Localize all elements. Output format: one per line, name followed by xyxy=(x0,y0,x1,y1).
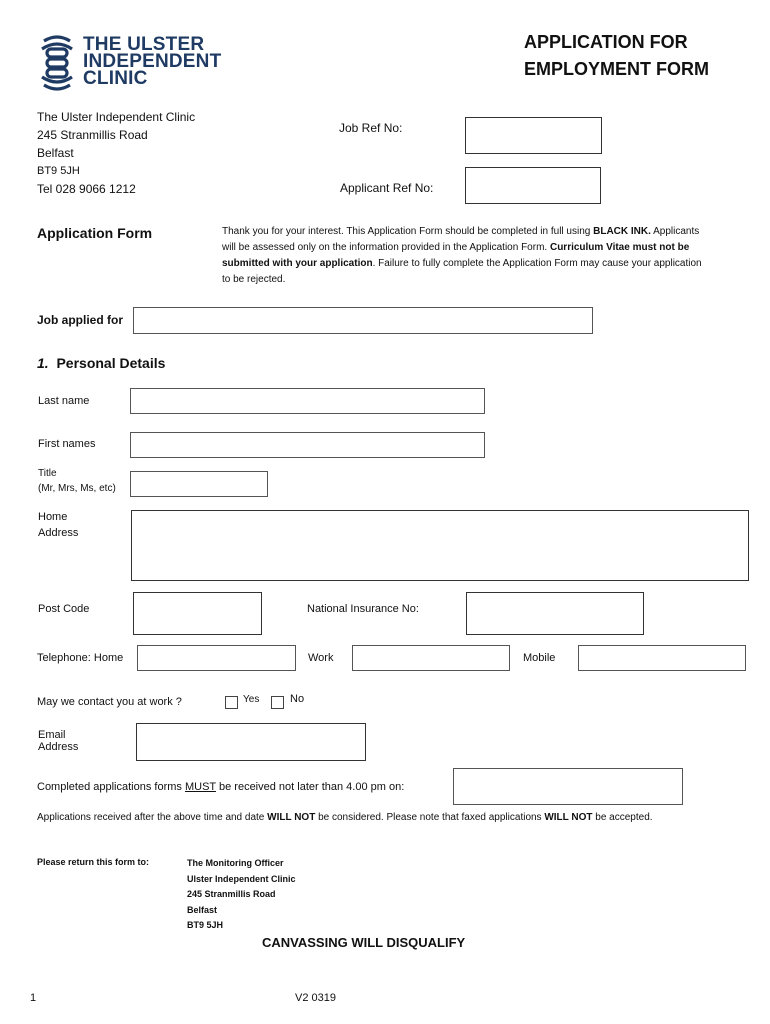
contact-at-work-question: May we contact you at work ? xyxy=(37,696,182,708)
home-address-input[interactable] xyxy=(131,510,749,581)
notice-will-not-1: WILL NOT xyxy=(267,812,316,823)
late-application-notice xyxy=(37,810,717,826)
last-name-label: Last name xyxy=(38,395,90,407)
job-applied-input[interactable] xyxy=(133,307,593,334)
clinic-logo-icon xyxy=(38,35,76,91)
page-number: 1 xyxy=(30,992,37,1004)
logo-line-2: INDEPENDENT xyxy=(83,51,222,72)
post-code-label: Post Code xyxy=(38,603,90,615)
address-telephone: Tel 028 9066 1212 xyxy=(37,182,136,196)
return-line-5: BT9 5JH xyxy=(187,920,224,930)
deadline-must: MUST xyxy=(184,781,216,793)
form-title-line-1: APPLICATION FOR xyxy=(524,32,688,52)
return-line-1: The Monitoring Officer xyxy=(187,858,284,868)
mobile-phone-label: Mobile xyxy=(523,652,556,664)
deadline-text xyxy=(37,781,404,793)
last-name-input[interactable] xyxy=(130,388,485,414)
address-line-4: BT9 5JH xyxy=(37,165,80,177)
first-names-input[interactable] xyxy=(130,432,485,458)
deadline-date-input[interactable] xyxy=(453,768,683,805)
intro-text-cv-warning: Curriculum Vitae must not be submitted with your application xyxy=(222,242,690,269)
return-line-3: 245 Stranmillis Road xyxy=(187,889,276,899)
section-1-heading xyxy=(37,355,165,371)
return-line-4: Belfast xyxy=(187,904,218,915)
job-ref-label: Job Ref No: xyxy=(339,121,403,135)
intro-text-black-ink: BLACK INK. xyxy=(593,226,651,237)
mobile-phone-input[interactable] xyxy=(578,645,746,671)
first-names-label: First names xyxy=(38,438,96,450)
address-line-2: 245 Stranmillis Road xyxy=(37,128,148,142)
logo-line-1: THE ULSTER xyxy=(83,34,205,55)
section-1-title: Personal Details xyxy=(56,355,166,371)
contact-work-no-label: No xyxy=(290,693,305,705)
telephone-home-label: Telephone: Home xyxy=(37,652,124,664)
intro-text-c: Applicants will be assessed only on the information provided in the Application Form. xyxy=(222,226,700,253)
address-line-1: The Ulster Independent Clinic xyxy=(37,110,196,124)
canvassing-warning: CANVASSING WILL DISQUALIFY xyxy=(262,935,466,950)
notice-will-not-2: WILL NOT xyxy=(544,812,593,823)
job-ref-input[interactable] xyxy=(465,117,602,154)
email-label xyxy=(38,729,78,753)
email-input[interactable] xyxy=(136,723,366,761)
form-title xyxy=(524,29,709,83)
form-title-line-2: EMPLOYMENT FORM xyxy=(524,59,709,79)
work-phone-input[interactable] xyxy=(352,645,510,671)
email-label-line-1: Email xyxy=(38,729,66,741)
return-line-2: Ulster Independent Clinic xyxy=(187,873,296,884)
notice-a: Applications received after the above time and date xyxy=(37,812,268,823)
national-insurance-input[interactable] xyxy=(466,592,644,635)
home-address-label xyxy=(38,509,78,541)
deadline-text-a: Completed applications forms xyxy=(37,781,185,793)
intro-paragraph xyxy=(222,224,702,288)
intro-text-a: Thank you for your interest. This Application Form should be completed in full using xyxy=(222,226,594,237)
notice-c: be considered. Please note that faxed applications xyxy=(315,812,545,823)
job-applied-label: Job applied for xyxy=(37,313,124,327)
deadline-text-b: be received not later than 4.00 pm on: xyxy=(215,781,405,793)
clinic-address xyxy=(37,108,195,198)
national-insurance-label: National Insurance No: xyxy=(307,603,419,615)
title-input[interactable] xyxy=(130,471,268,497)
applicant-ref-label: Applicant Ref No: xyxy=(340,181,434,195)
telephone-home-input[interactable] xyxy=(137,645,296,671)
contact-work-yes-label: Yes xyxy=(243,694,260,705)
home-label: Home xyxy=(38,511,68,523)
contact-work-no-checkbox[interactable] xyxy=(271,696,284,709)
return-to-label: Please return this form to: xyxy=(37,857,150,867)
clinic-logo xyxy=(38,33,238,93)
applicant-ref-input[interactable] xyxy=(465,167,601,204)
title-label-hint: (Mr, Mrs, Ms, etc) xyxy=(38,483,116,494)
email-label-line-2: Address xyxy=(38,741,79,753)
title-label xyxy=(38,466,116,496)
contact-work-yes-checkbox[interactable] xyxy=(225,696,238,709)
post-code-input[interactable] xyxy=(133,592,262,635)
intro-text-e: . Failure to fully complete the Application Form may cause your application to be rejected. xyxy=(222,258,702,285)
address-label: Address xyxy=(38,527,79,539)
application-form-heading: Application Form xyxy=(37,225,153,241)
notice-e: be accepted. xyxy=(592,812,653,823)
section-1-number: 1. xyxy=(37,355,49,371)
address-line-3: Belfast xyxy=(37,146,74,160)
work-phone-label: Work xyxy=(308,652,334,664)
title-label-text: Title xyxy=(38,468,57,479)
form-version: V2 0319 xyxy=(295,992,336,1004)
logo-line-3: CLINIC xyxy=(83,68,148,89)
return-to-address xyxy=(187,856,296,934)
